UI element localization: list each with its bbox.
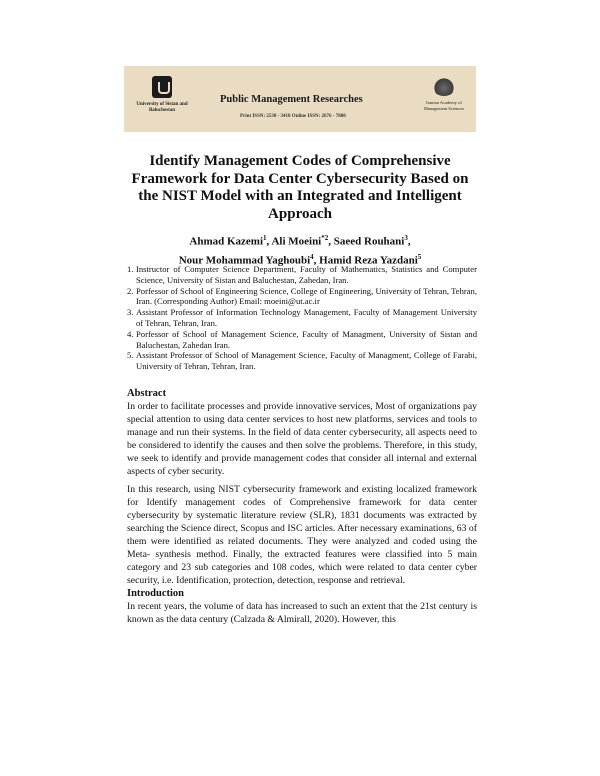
affiliation-item: 5. Assistant Professor of School of Management Science, Faculty of Managment, College of Farabi, University of Tehran, Tehran, Iran. <box>127 350 477 372</box>
introduction-heading: Introduction <box>127 588 184 599</box>
university-logo-caption: University of Sistan and Baluchestan <box>136 102 188 113</box>
author-superscript: 3 <box>404 234 408 242</box>
journal-banner <box>124 66 476 132</box>
affiliation-item: 3. Assistant Professor of Information Technology Management, Faculty of Management University of Tehran, Tehran, Iran. <box>127 307 477 328</box>
affiliation-item: 4. Porfessor of School of Management Science, Faculty of Managment, University of Sistan and Baluchestan, Zahedan Iran. <box>127 328 477 350</box>
author-line-2: Nour Mohammad Yaghoubi$^4$, Hamid Reza Yazdani$^5$ <box>178 252 422 267</box>
academy-emblem-icon <box>432 76 456 96</box>
author-line-1: Ahmad Kazemi$^1$, Ali Moeini$^{*2}$, Saeed Rouhani$^3$, <box>189 234 411 248</box>
university-logo <box>134 76 190 114</box>
affiliation-list <box>127 264 477 372</box>
author-name: Ali Moeini <box>271 235 322 248</box>
university-emblem-icon <box>152 76 172 98</box>
abstract-section <box>127 387 477 626</box>
author-superscript: 4 <box>310 252 314 261</box>
introduction-paragraph-1: In recent years, the volume of data has increased to such an extent that the 21st century is known as the data century (Calzada & Almirall, 2020). However, this <box>127 601 477 625</box>
journal-issn: Print ISSN: 2538 - 3418 Online ISSN: 2676 - 7880 <box>240 114 346 119</box>
journal-title: Public Management Researches <box>220 94 363 105</box>
academy-logo <box>418 76 470 111</box>
author-name: Saeed Rouhani <box>333 235 405 248</box>
abstract-paragraph-2: In this research, using NIST cybersecurity framework and existing localized framework for Identify management codes of Comprehensive framework for data center cybersecurity by systematic literature review (SLR), 1831 documents was extracted by searching the Science direct, Scopus and ISC articles. After necessary examinations, 63 of them were identified as related documents. They were analyzed and coded using the Meta- synthesis method. Finally, the extracted features were classified into 5 main category and 23 sub categories and 108 codes, which were related to data center cyber security, i.e. Identification, protection, detection, response and retrieval. <box>127 484 477 586</box>
author-superscript: 1 <box>263 234 267 242</box>
author-name: Hamid Reza Yazdani <box>319 254 418 267</box>
author-name: Ahmad Kazemi <box>189 235 264 248</box>
author-superscript: 5 <box>417 252 422 261</box>
academy-logo-caption: Iranian Academy of Management Sciences <box>423 100 465 111</box>
affiliation-item: 1. Instructor of Computer Science Department, Faculty of Mathematics, Statistics and Computer Science, University of Sistan and Baluchestan, Zahedan, Iran. <box>127 264 477 285</box>
author-name: Nour Mohammad Yaghoubi <box>178 254 311 267</box>
paper-title: Identify Management Codes of Comprehensive Framework for Data Center Cybersecurity Based on the NIST Model with an Integrated and Intelligent Approach <box>131 153 469 222</box>
abstract-heading: Abstract <box>127 388 167 399</box>
affiliation-item: 2. Porfessor of School of Engineering Science, College of Engineering, University of Tehran, Tehran, Iran. (Corresponding Author) Email: moeini@ut.ac.ir <box>127 285 477 307</box>
author-superscript: *2 <box>321 234 329 242</box>
abstract-paragraph-1: In order to facilitate processes and provide innovative services, Most of organizations pay special attention to using data center services to host new platforms, services and tools to manage and run their systems. In the field of data center cybersecurity, all aspects need to be considered to identify the causes and then solve the problems. Therefore, in this study, we seek to identify and provide management codes that consider all internal and external aspects of cyber security. <box>127 401 477 477</box>
author-list <box>120 231 480 268</box>
